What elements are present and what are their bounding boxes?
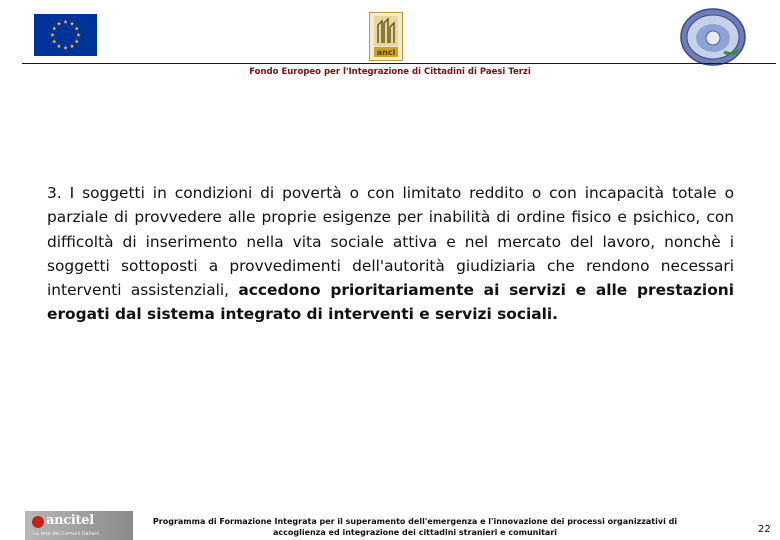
- paragraph-bold-text: accedono prioritariamente ai servizi e alle prestazioni erogati dal sistema integrato di interventi e servizi sociali.: [47, 281, 734, 324]
- anci-logo: [369, 12, 403, 61]
- header-divider: [22, 63, 776, 64]
- paragraph-text: 3. I soggetti in condizioni di povertà o con limitato reddito o con incapacità totale o parziale di provvedere alle proprie esigenze per inabilità di ordine fisico e psichico, con difficoltà di inserimento nella vita sociale attiva e nel mercato del lavoro, nonchè i soggetti sottoposti a provvedimenti dell'autorità giudiziaria che rendono necessari interventi assistenziali,: [47, 184, 734, 300]
- ancitel-tagline: La rete dei Comuni Italiani: [33, 531, 99, 537]
- ancitel-logo: [25, 511, 133, 540]
- program-line-1: Programma di Formazione Integrata per il superamento dell'emergenza e l'innovazione dei processi organizzativi di: [152, 517, 678, 526]
- eu-stars-graphic: [34, 14, 97, 56]
- page-number: 22: [758, 524, 771, 535]
- main-paragraph: [47, 181, 734, 327]
- program-line-2: accoglienza ed integrazione dei cittadini stranieri e comunitari: [272, 528, 558, 537]
- seal-logo: [680, 8, 746, 66]
- program-footer: [135, 516, 695, 538]
- eu-flag-icon: [34, 14, 97, 56]
- ancitel-name: ancitel: [46, 513, 94, 528]
- ancitel-mark-icon: [32, 516, 44, 528]
- svg-text:anci: anci: [376, 48, 396, 57]
- fund-title: Fondo Europeo per l'Integrazione di Cittadini di Paesi Terzi: [249, 67, 531, 77]
